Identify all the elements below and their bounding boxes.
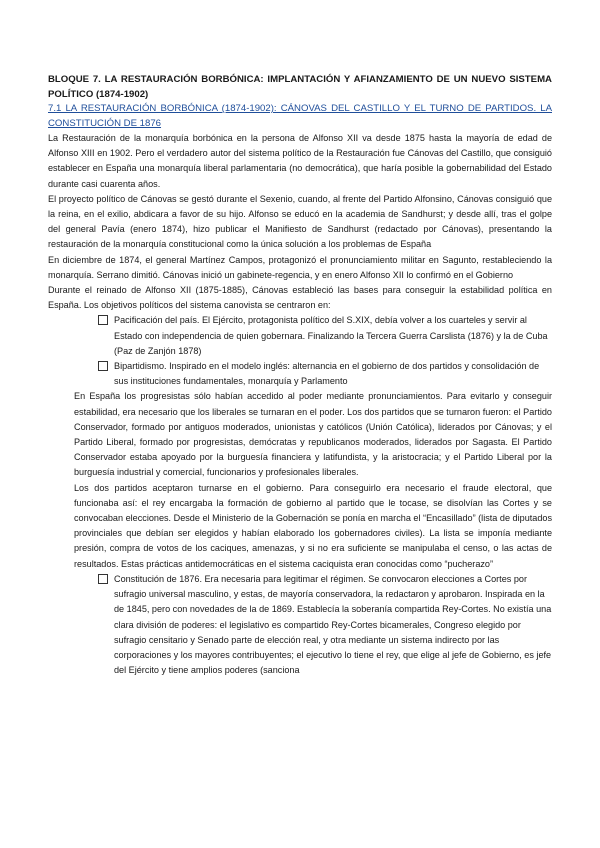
list-item xyxy=(98,572,552,678)
list-item xyxy=(98,313,552,359)
list-item-text: Pacificación del país. El Ejército, protagonista político del S.XIX, debía volver a los cuarteles y servir al Estado con independencia de quien gobernara. Finalizando la Tercera Guerra Carslista (1876) y la de Cuba (Paz de Zanjón 1878) xyxy=(114,315,548,356)
checkbox-bullet-icon xyxy=(98,315,108,325)
checkbox-bullet-icon xyxy=(98,574,108,584)
indented-paragraph: En España los progresistas sólo habían accedido al poder mediante pronunciamientos. Para evitarlo y conseguir estabilidad, era necesario que los liberales se turnaran en el poder. Los dos partidos que se turnaron fueron: el Partido Conservador, formado por antiguos moderados, unionistas y católicos (Unión Católica), liderados por Cánovas; y el Partido Liberal, formado por progresistas, demócratas y republicanos moderados, liderados por Sagasta. El Partido Conservador estaba apoyado por la burguesía financiera y latifundista, y la aristocracia; y el Partido Liberal por la burguesía industrial y comercial, funcionarios y profesionales liberales. xyxy=(74,391,552,478)
section-heading-link[interactable]: 7.1 LA RESTAURACIÓN BORBÓNICA (1874-1902): CÁNOVAS DEL CASTILLO Y EL TURNO DE PARTIDOS. LA CONSTITUCIÓN DE 1876 xyxy=(48,103,552,129)
paragraph: En diciembre de 1874, el general Martínez Campos, protagonizó el pronunciamiento militar en Sagunto, restableciendo la monarquía. Serrano dimitió. Cánovas inició un gabinete-regencia, y en enero Alfonso XII lo confirmó en el Gobierno xyxy=(48,254,552,280)
paragraph: Durante el reinado de Alfonso XII (1875-1885), Cánovas estableció las bases para conseguir la estabilidad política en España. Los objetivos políticos del sistema canovista se centraron en: xyxy=(48,285,552,311)
paragraph: La Restauración de la monarquía borbónica en la persona de Alfonso XII va desde 1875 hasta la mayoría de edad de Alfonso XIII en 1902. Pero el verdadero autor del sistema político de la Restauración fue Cánovas del Castillo, que consiguió establecer en España una monarquía liberal parlamentaria (no democrática), que haría posible la gobernabilidad del Estado durante casi cuarenta años. xyxy=(48,133,552,189)
page-title: BLOQUE 7. LA RESTAURACIÓN BORBÓNICA: IMPLANTACIÓN Y AFIANZAMIENTO DE UN NUEVO SISTEMA POLÍTICO (1874-1902) xyxy=(48,74,552,100)
list-item-text: Bipartidismo. Inspirado en el modelo inglés: alternancia en el gobierno de dos partidos y consolidación de sus instituciones fundamentales, monarquía y Parlamento xyxy=(114,361,540,387)
checkbox-bullet-icon xyxy=(98,361,108,371)
list-item xyxy=(98,359,552,389)
indented-paragraph: Los dos partidos aceptaron turnarse en el gobierno. Para conseguirlo era necesario el fraude electoral, que funcionaba así: el rey encargaba la formación de gobierno al partido que le tocase, se disolvían las Cortes y se convocaban elecciones. Desde el Ministerio de la Gobernación se ponía en marcha el “Encasillado” (lista de diputados provinciales que debían ser elegidos y habían elaborado los gobernadores civiles). La lista se imponía mediante presión, compra de votos de los caciques, amenazas, y si no era suficiente se manipulaba el censo, o las actas de resultados. Estas prácticas antidemocráticas en el sistema caciquista eran conocidas como “pucherazo” xyxy=(74,482,552,569)
list-item-text: Constitución de 1876. Era necesaria para legitimar el régimen. Se convocaron elecciones a Cortes por sufragio universal masculino, y estas, de mayoría conservadora, la redactaron y aprobaron. Inspirada en la de 1845, pero con novedades de la de 1869. Establecía la soberanía compartida Rey-Cortes. No existía una clara división de poderes: el legislativo es compartido Rey-Cortes bicamerales, Congreso elegido por sufragio censitario y Senado parte de elección real, y otra mediante un sistema indirecto por las corporaciones y los mayores contribuyentes; el ejecutivo lo tiene el rey, que elige al jefe de Gobierno, es jefe del Ejército y tiene amplios poderes (sanciona xyxy=(114,573,552,676)
document-page xyxy=(48,72,552,678)
paragraph: El proyecto político de Cánovas se gestó durante el Sexenio, cuando, al frente del Partido Alfonsino, Cánovas consiguió que la reina, en el exilio, abdicara a favor de su hijo. Alfonso se educó en la academia de Sandhurst; y desde allí, tras el golpe del general Pavía (enero 1874), hizo publicar el Manifiesto de Sandhurst (redactado por Cánovas), presentando la restauración de la monarquía constitucional como la única solución a los problemas de España xyxy=(48,193,552,250)
